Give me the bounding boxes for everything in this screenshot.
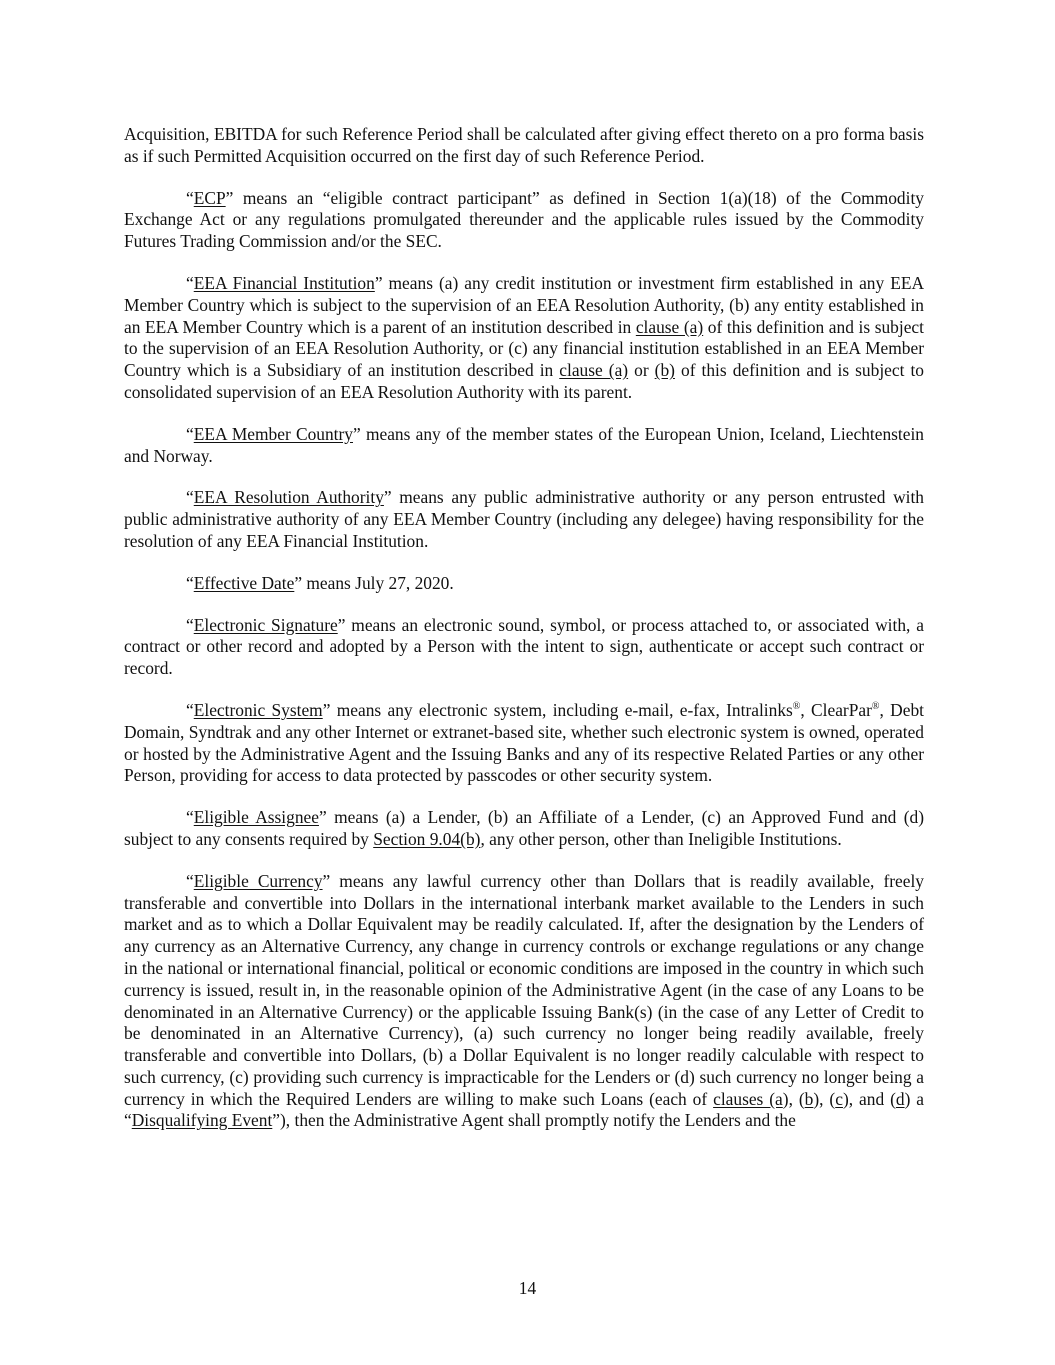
paragraph-def-eea-resolution-authority <box>124 487 924 552</box>
underlined-term: ECP <box>193 187 226 208</box>
paragraph-text: “ <box>186 699 194 720</box>
underlined-term: Disqualifying Event <box>131 1110 273 1131</box>
underlined-term: clauses (a <box>713 1088 783 1109</box>
paragraph-text: , ClearPar <box>800 699 872 720</box>
paragraph-def-electronic-system <box>124 700 924 787</box>
underlined-term: EEA Resolution Authority <box>193 487 384 508</box>
paragraph-text: ” means (a) any credit institution or investment firm established in any EEA Member Country which is subject to the supervision of an EEA Resolution Authority, (b) any entity established in an EEA Member Country which is a parent of an institution described in <box>124 272 924 337</box>
paragraph-text: , any other person, other than Ineligible Institutions. <box>480 828 842 849</box>
underlined-term: Effective Date <box>193 572 295 593</box>
paragraph-def-eligible-currency <box>124 871 924 1133</box>
paragraph-text: “ <box>186 272 194 293</box>
paragraph-text: of this definition and is subject to consolidated supervision of an EEA Resolution Authority with its parent. <box>124 360 924 402</box>
paragraph-text: ), ( <box>813 1088 836 1109</box>
paragraph-text: “ <box>186 187 194 208</box>
underlined-term: (b) <box>654 360 675 381</box>
registered-mark: ® <box>792 701 801 713</box>
paragraph-text: ” means (a) a Lender, (b) an Affiliate of a Lender, (c) an Approved Fund and (d) subject to any consents required by <box>124 807 924 849</box>
underlined-term: Electronic Signature <box>193 614 338 635</box>
paragraph-text: ) a “ <box>124 1088 925 1131</box>
paragraph-text: , Debt Domain, Syndtrak and any other Internet or extranet-based site, whether such electronic system is owned, operated or hosted by the Administrative Agent and the Issuing Banks and any of its respective Related Parties or any other Person, providing for access to data protected by passcodes or other security system. <box>124 699 924 786</box>
paragraph-text: ” means an “eligible contract participant” as defined in Section 1(a)(18) of the Commodity Exchange Act or any regulations promulgated thereunder and the applicable rules issued by the Commodity Futures Trading Commission and/or the SEC. <box>124 187 924 252</box>
paragraph-text: “ <box>186 870 194 891</box>
paragraph-def-electronic-signature <box>124 615 924 680</box>
paragraph-text: “ <box>186 614 194 635</box>
underlined-term: b <box>804 1088 814 1109</box>
paragraph-def-effective-date <box>124 573 924 595</box>
paragraph-text: or <box>628 360 655 381</box>
document-page <box>124 124 924 1152</box>
paragraph-text: Acquisition, EBITDA for such Reference Period shall be calculated after giving effect thereto on a pro forma basis as if such Permitted Acquisition occurred on the first day of such Reference Period. <box>124 124 924 166</box>
underlined-term: Electronic System <box>193 699 323 720</box>
page-number: 14 <box>518 1278 537 1298</box>
underlined-term: EEA Member Country <box>193 423 353 444</box>
paragraph-text: ” means any of the member states of the European Union, Iceland, Liechtenstein and Norway. <box>124 423 924 466</box>
paragraph-text: ), ( <box>782 1088 805 1109</box>
paragraph-acquisition-continuation <box>124 124 924 168</box>
underlined-term: Eligible Currency <box>193 870 323 891</box>
paragraph-text: ), and ( <box>842 1088 896 1109</box>
paragraph-text: “ <box>186 487 194 508</box>
paragraph-text: ” means any public administrative authority or any person entrusted with public administrative authority of any EEA Member Country (including any delegee) having responsibility for the resolution of any EEA Financial Institution. <box>124 487 924 551</box>
paragraph-text: ” means an electronic sound, symbol, or process attached to, or associated with, a contract or other record and adopted by a Person with the intent to sign, authenticate or accept such contract or record. <box>124 614 924 679</box>
paragraph-def-eligible-assignee <box>124 807 924 851</box>
paragraph-text: ” means July 27, 2020. <box>294 572 454 593</box>
paragraph-def-eea-member-country <box>124 424 924 468</box>
paragraph-text: ” means any electronic system, including e-mail, e-fax, Intralinks <box>322 699 793 720</box>
document-body <box>124 124 924 1132</box>
underlined-term: d <box>895 1088 905 1109</box>
paragraph-text: ” means any lawful currency other than Dollars that is readily available, freely transferable and convertible into Dollars in the international interbank market available to the Lenders in such market and as to which a Dollar Equivalent may be readily calculated. If, after the designation by the Lenders of any currency as an Alternative Currency, any change in currency controls or exchange regulations or any change in the national or international financial, political or economic conditions are imposed in the country in which such currency is issued, result in, in the reasonable opinion of the Administrative Agent (in the case of any Loans to be denominated in an Alternative Currency) or the applicable Issuing Bank(s) (in the case of any Letter of Credit to be denominated in an Alternative Currency), (a) such currency no longer being readily available, freely transferable and convertible into Dollars, (b) a Dollar Equivalent is no longer readily calculable with respect to such currency, (c) providing such currency is impracticable for the Lenders or (d) such currency no longer being a currency in which the Required Lenders are willing to make such Loans (each of <box>124 870 924 1109</box>
paragraph-text: “ <box>186 572 194 593</box>
underlined-term: Eligible Assignee <box>193 807 319 828</box>
registered-mark: ® <box>871 701 880 713</box>
underlined-term: Section 9.04(b) <box>373 828 481 849</box>
paragraph-def-eea-financial-institution <box>124 273 924 404</box>
paragraph-def-ecp <box>124 188 924 253</box>
paragraph-text: ”), then the Administrative Agent shall promptly notify the Lenders and the <box>272 1110 796 1131</box>
paragraph-text: of this definition and is subject to the supervision of an EEA Resolution Authority, or (c) any financial institution established in an EEA Member Country which is a Subsidiary of an institution described in <box>124 316 924 381</box>
paragraph-text: “ <box>186 423 194 444</box>
paragraph-text: “ <box>186 807 194 828</box>
underlined-term: c <box>835 1088 843 1109</box>
underlined-term: clause (a) <box>635 316 704 337</box>
underlined-term: EEA Financial Institution <box>193 272 375 293</box>
underlined-term: clause (a) <box>559 360 629 381</box>
